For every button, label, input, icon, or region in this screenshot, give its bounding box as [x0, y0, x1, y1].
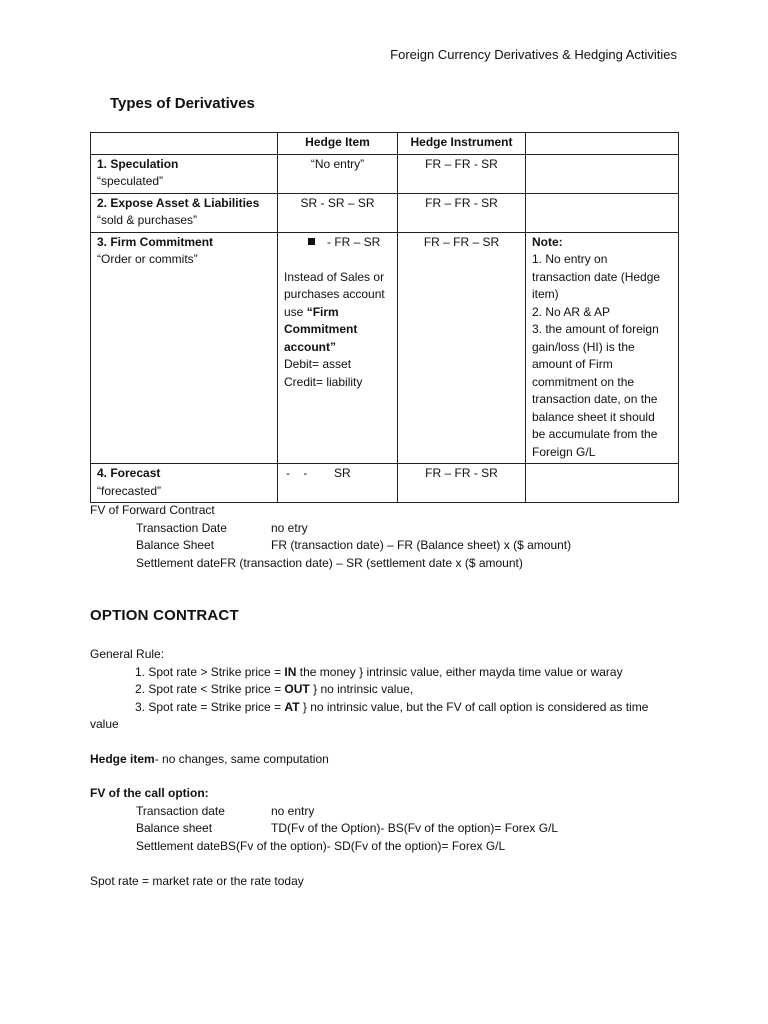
hedge-item-cell: - - SR — [278, 464, 398, 503]
note-line: 2. No AR & AP — [532, 304, 611, 319]
note-line: Foreign G/L — [532, 444, 596, 459]
rule-text: the money } intrinsic value, either mayda time value or waray — [296, 664, 623, 679]
spot-rate-definition: Spot rate = market rate or the rate today — [90, 874, 304, 888]
note-line: commitment on the — [532, 374, 635, 389]
rule-text: 3. Spot rate = Strike price = — [135, 699, 285, 714]
note-line: gain/loss (HI) is the — [532, 339, 635, 354]
note-line: balance sheet it should — [532, 409, 655, 424]
hedge-item-bold-line: Commitment — [284, 322, 358, 336]
table-header-hedge-instrument: Hedge Instrument — [398, 133, 526, 155]
general-rule-label: General Rule: — [90, 647, 165, 661]
hedge-item-debit: Debit= asset — [284, 357, 352, 371]
hedge-item-top-line — [284, 234, 391, 252]
type-title: 1. Speculation — [97, 156, 179, 171]
note-title: Note: — [532, 234, 563, 249]
note-cell — [526, 193, 679, 232]
note-line: amount of Firm — [532, 357, 613, 371]
type-cell — [91, 464, 278, 503]
hedge-item-bold-line: account” — [284, 339, 337, 354]
table-row — [91, 232, 679, 464]
hedge-item-bold-text: “Firm — [306, 304, 339, 319]
type-title: 4. Forecast — [97, 466, 161, 480]
rule-text: 1. Spot rate > Strike price = — [135, 664, 285, 679]
note-cell — [526, 154, 679, 193]
table-row — [91, 154, 679, 193]
hedge-item-top-text: - FR – SR — [327, 234, 381, 249]
note-cell — [526, 232, 679, 464]
fv-forward-label: Transaction Date — [136, 520, 227, 535]
note-line: 3. the amount of foreign — [532, 322, 659, 336]
rule-text: 2. Spot rate < Strike price = — [135, 682, 285, 696]
rule-keyword: OUT — [284, 682, 310, 696]
rule-keyword: AT — [284, 699, 300, 714]
fv-forward-value: FR (transaction date) – FR (Balance sheet) x ($ amount) — [271, 538, 572, 552]
hedge-item-credit: Credit= liability — [284, 374, 363, 389]
type-cell — [91, 154, 278, 193]
fv-forward-value: no etry — [271, 520, 308, 535]
fv-call-label: Transaction date — [136, 803, 225, 818]
rule-line-3-continuation: value — [90, 717, 119, 731]
rule-keyword: IN — [284, 664, 297, 679]
table-row — [91, 464, 679, 503]
hedge-instrument-cell: FR – FR - SR — [398, 464, 526, 503]
hedge-instrument-cell: FR – FR - SR — [398, 193, 526, 232]
type-title: 2. Expose Asset & Liabilities — [97, 195, 260, 210]
hedge-item-cell: SR - SR – SR — [278, 193, 398, 232]
type-subtitle: “forecasted” — [97, 483, 162, 498]
rule-text: } no intrinsic value, — [309, 682, 414, 696]
type-cell — [91, 193, 278, 232]
table-header-row — [91, 133, 679, 155]
note-line: 1. No entry on — [532, 252, 608, 266]
hedge-item-cell — [278, 232, 398, 464]
rule-line-1 — [135, 664, 623, 682]
hedge-instrument-cell: FR – FR - SR — [398, 154, 526, 193]
type-subtitle: “Order or commits” — [97, 252, 198, 266]
hedge-item-bold-label: Hedge item — [90, 752, 155, 766]
rule-line-3 — [135, 699, 648, 717]
hedge-item-use-text: use — [284, 304, 304, 319]
spacer — [284, 251, 391, 269]
option-contract-heading: OPTION CONTRACT — [90, 607, 239, 624]
hedge-item-line-use — [284, 304, 391, 322]
table-header-type — [91, 133, 278, 155]
fv-forward-label: Balance Sheet — [136, 538, 215, 552]
note-cell — [526, 464, 679, 503]
hedge-item-cell: “No entry” — [278, 154, 398, 193]
note-line: item) — [532, 287, 559, 301]
derivatives-table — [90, 132, 678, 503]
type-title: 3. Firm Commitment — [97, 234, 214, 249]
table-header-hedge-item: Hedge Item — [278, 133, 398, 155]
fv-call-value: no entry — [271, 803, 315, 818]
note-line: transaction date (Hedge — [532, 269, 661, 284]
fv-call-option-title: FV of the call option: — [90, 786, 209, 800]
rule-line-2 — [135, 681, 413, 699]
hedge-item-line: purchases account — [284, 287, 385, 301]
hedge-item-rest-text: - no changes, same computation — [154, 752, 329, 766]
type-subtitle: “speculated” — [97, 174, 164, 188]
fv-forward-settlement: Settlement dateFR (transaction date) – SR (settlement date x ($ amount) — [136, 555, 523, 570]
hedge-instrument-cell: FR – FR – SR — [398, 232, 526, 464]
square-bullet-icon — [308, 238, 315, 245]
note-line: transaction date, on the — [532, 392, 658, 406]
table-row — [91, 193, 679, 232]
type-subtitle: “sold & purchases” — [97, 213, 198, 227]
fv-call-label: Balance sheet — [136, 821, 213, 835]
document-header-title: Foreign Currency Derivatives & Hedging Activities — [390, 47, 677, 62]
types-of-derivatives-heading: Types of Derivatives — [110, 95, 255, 112]
fv-forward-title: FV of Forward Contract — [90, 503, 215, 517]
fv-call-value: TD(Fv of the Option)- BS(Fv of the option)= Forex G/L — [271, 821, 559, 835]
fv-call-settlement: Settlement dateBS(Fv of the option)- SD(Fv of the option)= Forex G/L — [136, 838, 506, 853]
note-line: be accumulate from the — [532, 427, 658, 441]
table-header-note — [526, 133, 679, 155]
hedge-item-line: Instead of Sales or — [284, 269, 385, 284]
type-cell — [91, 232, 278, 464]
hedge-item-note — [90, 751, 329, 769]
rule-text: } no intrinsic value, but the FV of call option is considered as time — [299, 699, 649, 714]
